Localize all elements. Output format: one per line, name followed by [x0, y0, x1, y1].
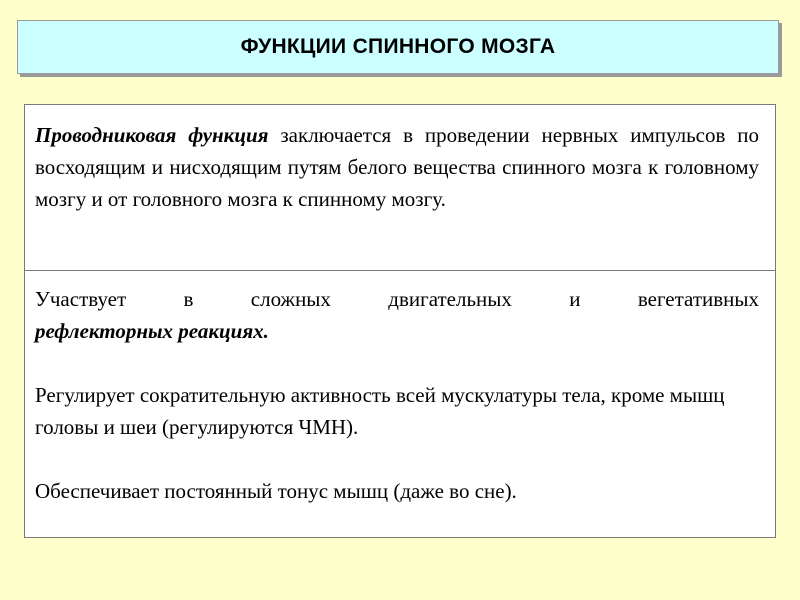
muscle-tone-text: Обеспечивает постоянный тонус мышц (даже во сне).	[35, 479, 517, 503]
functions-table	[24, 104, 776, 538]
conduction-term: Проводниковая функция	[35, 123, 269, 147]
conduction-paragraph	[35, 119, 759, 215]
conduction-function-cell	[25, 119, 775, 269]
page-title: ФУНКЦИИ СПИННОГО МОЗГА	[240, 35, 556, 58]
muscle-regulation-text: Регулирует сократительную активность всей мускулатуры тела, кроме мышц головы и шеи (регулируются ЧМН).	[35, 383, 725, 439]
spacer	[35, 443, 759, 475]
table-divider	[25, 270, 775, 271]
reflex-function-cell	[25, 283, 775, 507]
reflex-lead: Участвует в сложных двигательных и вегетативных	[35, 287, 759, 311]
conduction-text: заключается в проведении нервных импульсов по восходящим и нисходящим путям белого вещества спинного мозга к головному мозгу и от головного мозга к спинному мозгу.	[35, 123, 760, 211]
title-banner	[17, 20, 779, 74]
spacer	[35, 347, 759, 379]
reflex-term: рефлекторных реакциях.	[35, 319, 269, 343]
